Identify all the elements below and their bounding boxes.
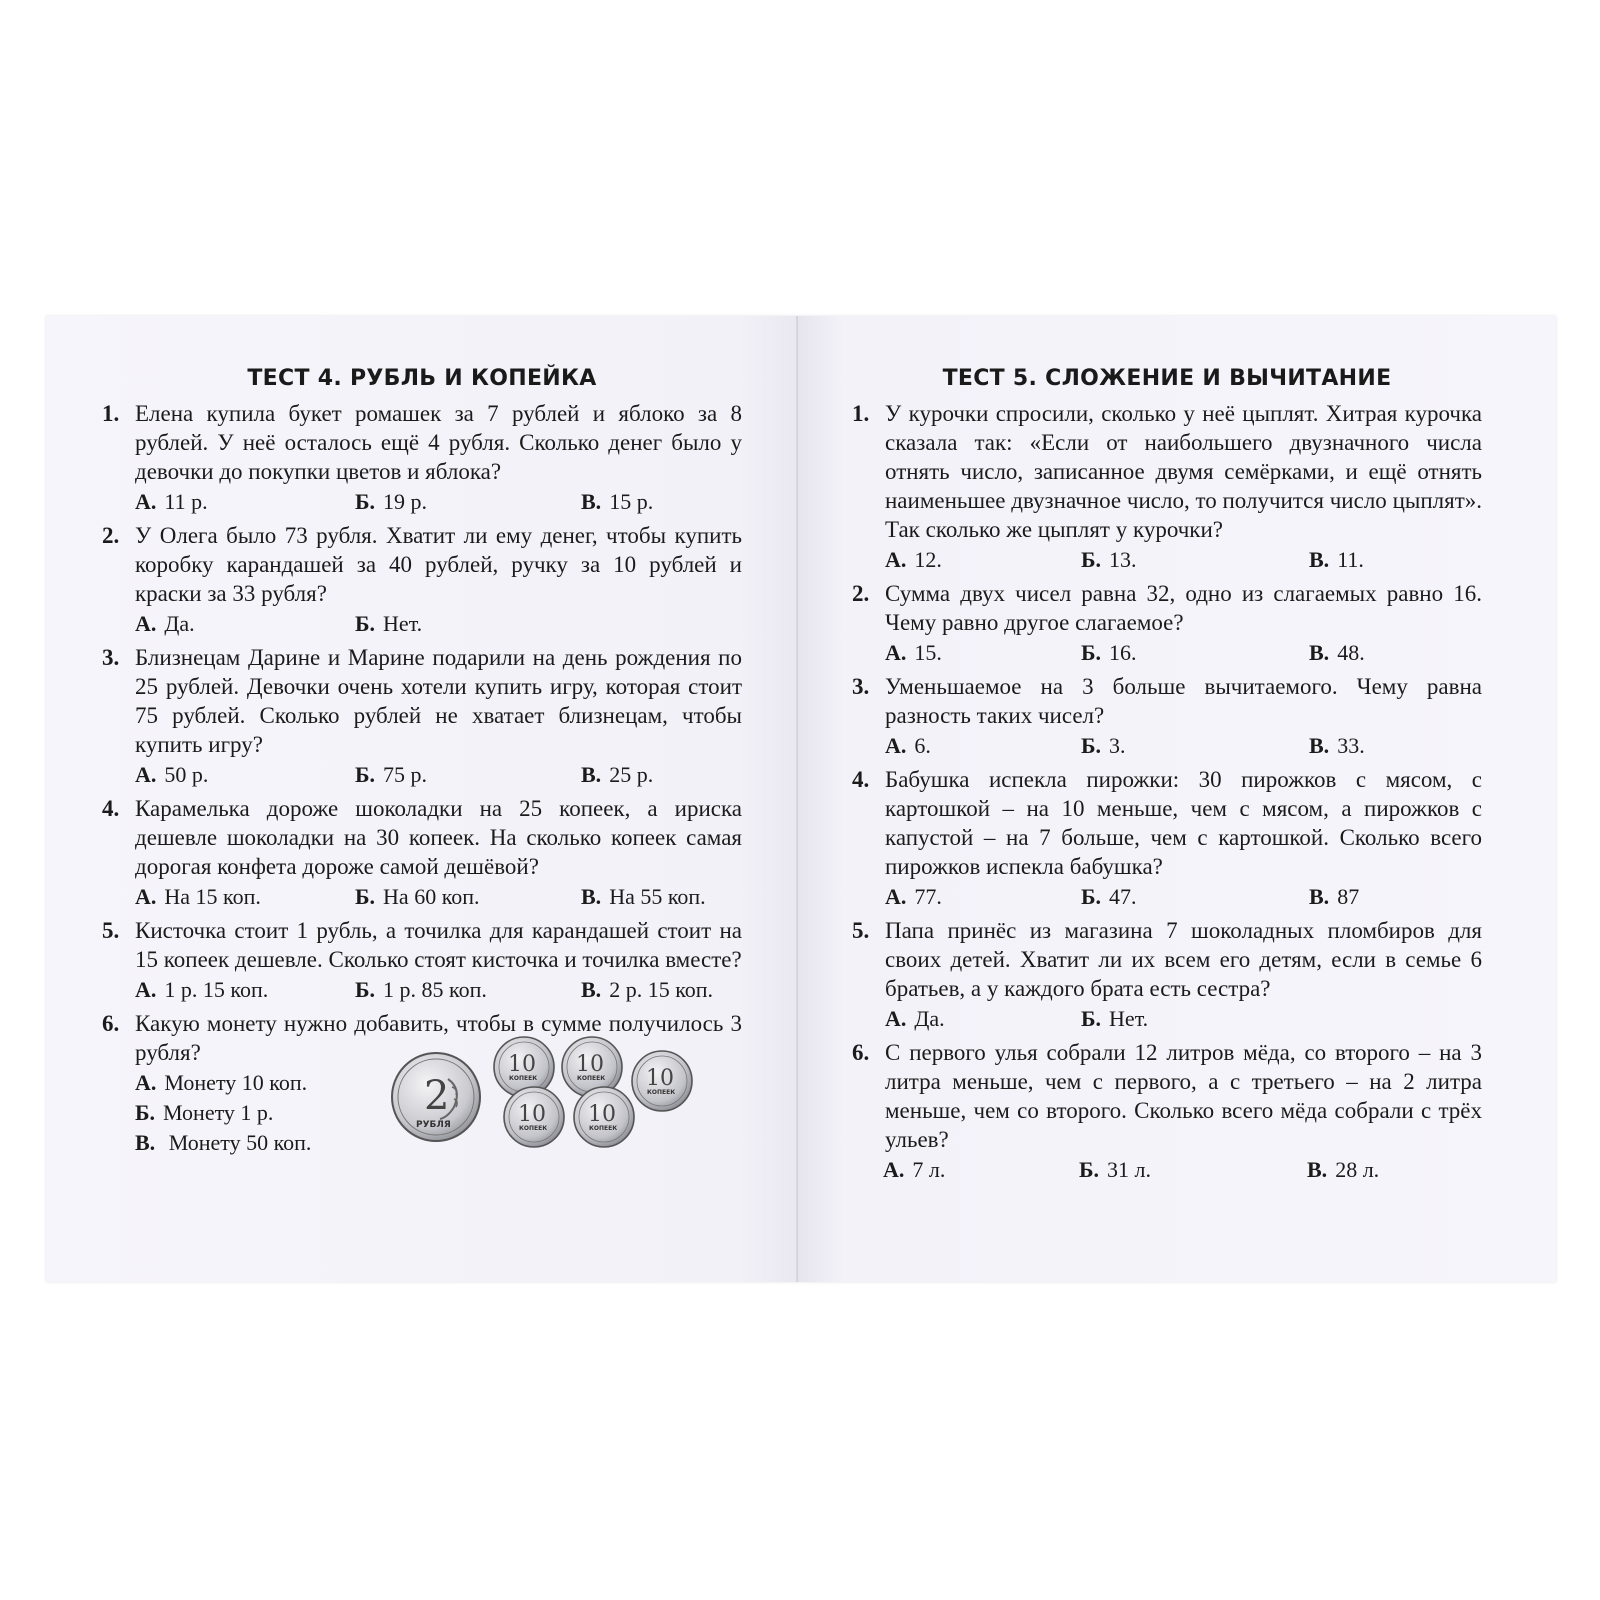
question-number: 4. [102, 796, 120, 821]
question-text: Карамелька дороже шоколадки на 25 копеек, а ириска дешевле шоколадки на 30 копеек. На сколько копеек самая дорогая конфета дороже самой дешёвой? [135, 796, 742, 879]
question-number: 6. [852, 1040, 870, 1065]
svg-text:2: 2 [424, 1073, 450, 1119]
svg-text:КОПЕЕК: КОПЕЕК [647, 1089, 676, 1096]
answer-c: В. 25 р. [581, 762, 654, 787]
svg-text:КОПЕЕК: КОПЕЕК [577, 1075, 606, 1082]
question-number: 4. [852, 767, 870, 792]
question-number: 1. [852, 401, 870, 426]
coins-illustration [390, 1035, 720, 1155]
svg-text:РУБЛЯ: РУБЛЯ [416, 1120, 451, 1130]
right-page [798, 316, 1556, 1282]
answer-c: В. 87 [1309, 884, 1360, 909]
answer-c: В. Монету 50 коп. [135, 1130, 312, 1155]
answer-options [885, 882, 1482, 912]
svg-text:10: 10 [576, 1052, 604, 1077]
answer-options [885, 545, 1482, 575]
answer-b: Б. Нет. [1081, 1006, 1149, 1031]
question-3 [102, 643, 742, 790]
answer-c: В. 11. [1309, 547, 1364, 572]
question-text: У курочки спросили, сколько у неё цыплят. Хитрая курочка сказала так: «Если от наибольшего двузначного числа отнять число, записанное двумя семёрками, и ещё отнять наименьшее двузначное число, то получится число цыплят». Так сколько же цыплят у курочки? [885, 401, 1482, 542]
answer-b: Б. 16. [1081, 640, 1137, 665]
question-1 [852, 399, 1482, 575]
answer-options [883, 1155, 1482, 1185]
answer-a: А. 77. [885, 884, 942, 909]
svg-text:КОПЕЕК: КОПЕЕК [519, 1125, 548, 1132]
answer-b: Б. 47. [1081, 884, 1137, 909]
ten-kopek-coin-icon [572, 1085, 636, 1149]
answer-a: А. Да. [135, 611, 195, 636]
question-text: Сумма двух чисел равна 32, одно из слагаемых равно 16. Чему равно другое слагаемое? [885, 581, 1482, 635]
answer-b: Б. Монету 1 р. [135, 1100, 274, 1125]
answer-c: В. 48. [1309, 640, 1365, 665]
answer-b: Б. 31 л. [1079, 1157, 1152, 1182]
question-2 [852, 579, 1482, 668]
answer-b: Б. 13. [1081, 547, 1137, 572]
svg-text:10: 10 [518, 1102, 546, 1127]
answer-options [885, 638, 1482, 668]
question-text: С первого улья собрали 12 литров мёда, со второго – на 3 литра меньше, чем с первого, а с третьего – на 2 литра меньше, чем со второго. Сколько всего мёда собрали с трёх ульев? [885, 1040, 1482, 1152]
answer-c: В. 28 л. [1307, 1157, 1380, 1182]
answer-a: А. На 15 коп. [135, 884, 261, 909]
answer-c: В. 15 р. [581, 489, 654, 514]
test-4-title: ТЕСТ 4. РУБЛЬ И КОПЕЙКА [247, 366, 597, 391]
answer-c: В. 33. [1309, 733, 1365, 758]
ten-kopek-coin-icon [630, 1049, 694, 1113]
question-5 [102, 916, 742, 1005]
svg-text:10: 10 [646, 1066, 674, 1091]
answer-a: А. 1 р. 15 коп. [135, 977, 269, 1002]
answer-options [885, 731, 1482, 761]
svg-text:КОПЕЕК: КОПЕЕК [589, 1125, 618, 1132]
answer-c: В. 2 р. 15 коп. [581, 977, 714, 1002]
question-number: 3. [102, 645, 120, 670]
question-number: 2. [102, 523, 120, 548]
answer-a: А. Монету 10 коп. [135, 1070, 308, 1095]
question-number: 5. [852, 918, 870, 943]
question-text: Бабушка испекла пирожки: 30 пирожков с мясом, с картошкой – на 10 меньше, чем с мясом, а пирожков с капустой – на 7 больше, чем с картошкой. Сколько всего пирожков испекла бабушка? [885, 767, 1482, 879]
answer-a: А. 12. [885, 547, 942, 572]
question-text: Елена купила букет ромашек за 7 рублей и яблоко за 8 рублей. У неё осталось ещё 4 рубля. Сколько денег было у девочки до покупки цветов и яблока? [135, 401, 742, 484]
question-number: 6. [102, 1011, 120, 1036]
answer-b: Б. На 60 коп. [355, 884, 480, 909]
question-text: Папа принёс из магазина 7 шоколадных пломбиров для своих детей. Хватит ли их всем его детям, если в семье 6 братьев, а у каждого брата есть сестра? [885, 918, 1482, 1001]
answer-b: Б. Нет. [355, 611, 423, 636]
answer-options [135, 882, 742, 912]
answer-options [135, 487, 742, 517]
answer-a: А. 50 р. [135, 762, 209, 787]
answer-a: А. Да. [885, 1006, 945, 1031]
question-6 [852, 1038, 1482, 1185]
answer-options [135, 760, 742, 790]
question-text: Уменьшаемое на 3 больше вычитаемого. Чему равна разность таких чисел? [885, 674, 1482, 728]
svg-text:10: 10 [508, 1052, 536, 1077]
test-5-title: ТЕСТ 5. СЛОЖЕНИЕ И ВЫЧИТАНИЕ [942, 366, 1392, 391]
answer-b: Б. 1 р. 85 коп. [355, 977, 487, 1002]
answer-b: Б. 3. [1081, 733, 1126, 758]
question-text: Близнецам Дарине и Марине подарили на день рождения по 25 рублей. Девочки очень хотели купить игру, которая стоит 75 рублей. Сколько рублей не хватает близнецам, чтобы купить игру? [135, 645, 742, 757]
answer-a: А. 7 л. [883, 1157, 946, 1182]
answer-a: А. 15. [885, 640, 942, 665]
answer-b: Б. 19 р. [355, 489, 428, 514]
question-text: Какую монету нужно добавить, чтобы в сумме получилось 3 рубля? [135, 1011, 742, 1065]
svg-text:КОПЕЕК: КОПЕЕК [509, 1075, 538, 1082]
answer-options [135, 975, 742, 1005]
question-1 [102, 399, 742, 517]
left-page-content [102, 366, 742, 1162]
question-2 [102, 521, 742, 639]
question-number: 3. [852, 674, 870, 699]
question-number: 5. [102, 918, 120, 943]
book-spread [46, 316, 1556, 1282]
question-text: Кисточка стоит 1 рубль, а точилка для карандашей стоит на 15 копеек дешевле. Сколько стоят кисточка и точилка вместе? [135, 918, 742, 972]
answer-a: А. 11 р. [135, 489, 208, 514]
question-5 [852, 916, 1482, 1034]
answer-a: А. 6. [885, 733, 931, 758]
svg-text:10: 10 [588, 1102, 616, 1127]
question-number: 1. [102, 401, 120, 426]
question-4 [852, 765, 1482, 912]
right-page-content [852, 366, 1482, 1189]
ten-kopek-coin-icon [502, 1085, 566, 1149]
answer-options [135, 609, 742, 639]
question-6 [102, 1009, 742, 1158]
two-ruble-coin-icon [390, 1051, 482, 1143]
answer-b: Б. 75 р. [355, 762, 428, 787]
question-number: 2. [852, 581, 870, 606]
question-text: У Олега было 73 рубля. Хватит ли ему денег, чтобы купить коробку карандашей за 40 рублей, ручку за 10 рублей и краски за 33 рубля? [135, 523, 742, 606]
answer-c: В. На 55 коп. [581, 884, 706, 909]
answer-options [885, 1004, 1482, 1034]
question-4 [102, 794, 742, 912]
question-3 [852, 672, 1482, 761]
left-page [46, 316, 798, 1282]
